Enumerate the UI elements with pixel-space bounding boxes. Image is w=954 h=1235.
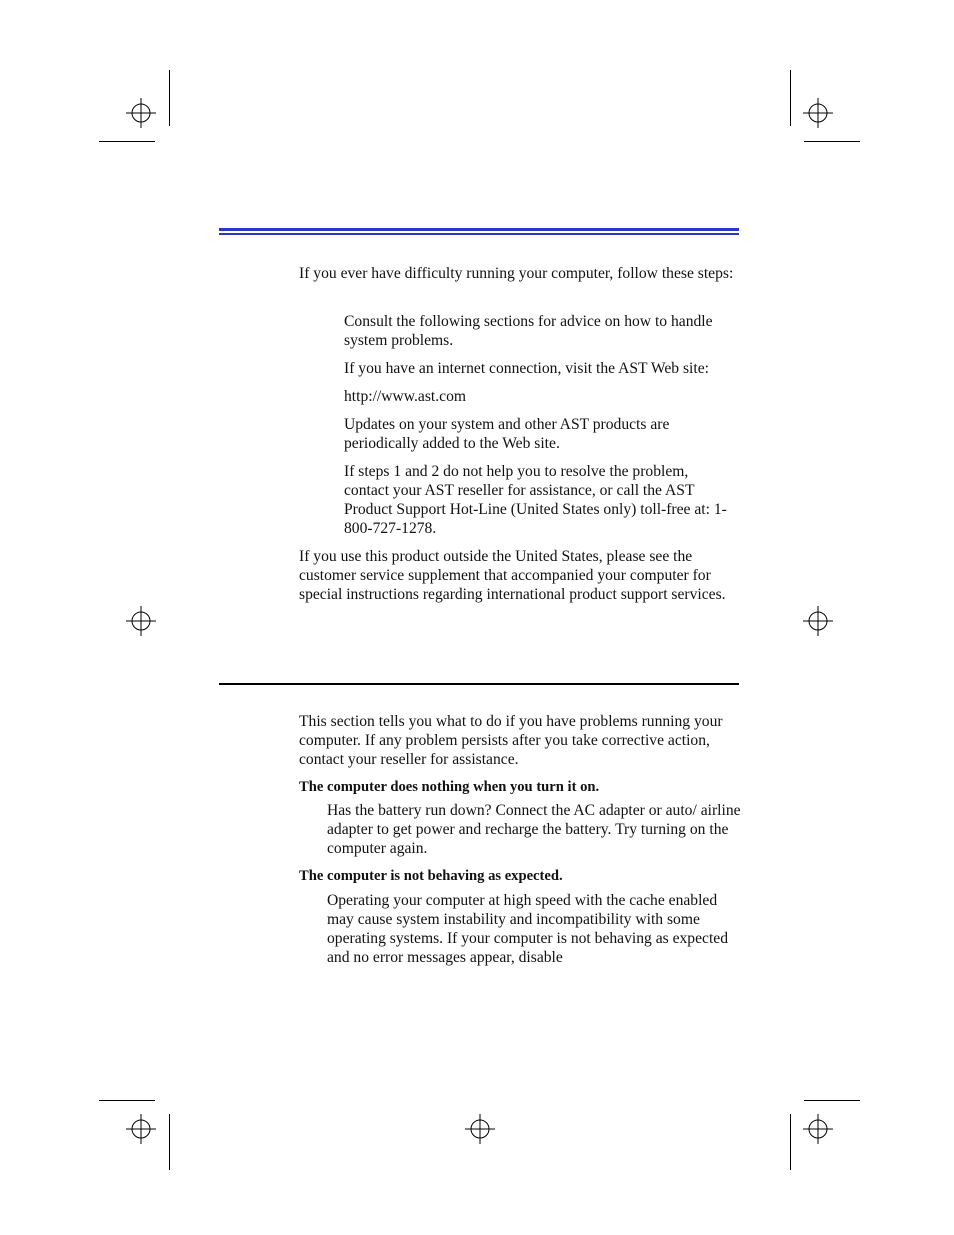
registration-mark-icon xyxy=(126,606,156,636)
registration-mark-icon xyxy=(126,98,156,128)
crop-line xyxy=(99,1100,155,1101)
registration-mark-icon xyxy=(803,1114,833,1144)
section1-intro: If you ever have difficulty running your computer, follow these steps: xyxy=(299,265,734,282)
crop-line xyxy=(790,1114,791,1170)
crop-line xyxy=(99,141,155,142)
section-rule-top xyxy=(219,228,739,235)
step-text: If steps 1 and 2 do not help you to resolve the problem, contact your AST reseller for assistance, or call the AST Product Support Hot-Line (United States only) toll-free at: 1-800-727-1278. xyxy=(344,463,727,537)
problem-body: Has the battery run down? Connect the AC adapter or auto/ airline adapter to get power and recharge the battery. Try turning on the computer again. xyxy=(327,802,741,857)
crop-line xyxy=(169,70,170,126)
crop-line xyxy=(804,141,860,142)
problem-heading: The computer is not behaving as expected. xyxy=(299,868,563,884)
step-text: Updates on your system and other AST products are periodically added to the Web site. xyxy=(344,416,670,452)
problem-body: Operating your computer at high speed with the cache enabled may cause system instability and incompatibility with some operating systems. If your computer is not behaving as expected and no error messages appear, disable xyxy=(327,892,728,966)
registration-mark-icon xyxy=(126,1114,156,1144)
crop-line xyxy=(169,1114,170,1170)
registration-mark-icon xyxy=(465,1114,495,1144)
section1-outro: If you use this product outside the United States, please see the customer service supplement that accompanied your computer for special instructions regarding international product support services. xyxy=(299,548,726,603)
step-text: If you have an internet connection, visit the AST Web site: xyxy=(344,360,709,377)
problem-heading: The computer does nothing when you turn it on. xyxy=(299,779,600,795)
section2-intro: This section tells you what to do if you have problems running your computer. If any problem persists after you take corrective action, contact your reseller for assistance. xyxy=(299,713,723,768)
registration-mark-icon xyxy=(803,606,833,636)
crop-line xyxy=(804,1100,860,1101)
web-url: http://www.ast.com xyxy=(344,388,466,405)
registration-mark-icon xyxy=(803,98,833,128)
step-text: Consult the following sections for advice on how to handle system problems. xyxy=(344,313,713,349)
section-rule xyxy=(219,683,739,685)
crop-line xyxy=(790,70,791,126)
